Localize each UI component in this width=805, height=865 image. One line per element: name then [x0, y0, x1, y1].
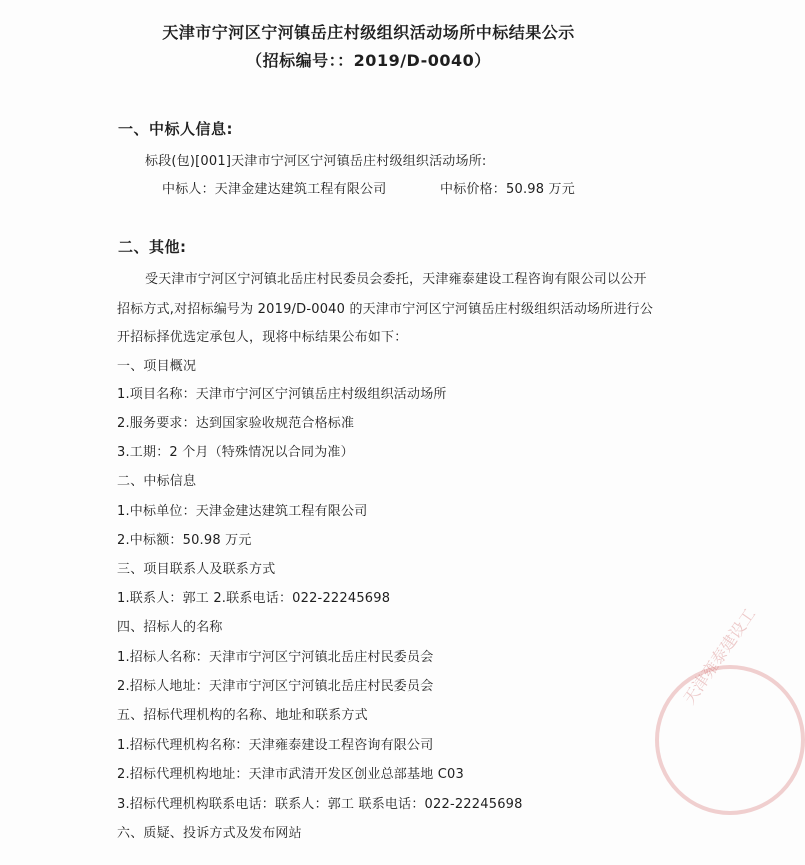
list-item: 1.中标单位：天津金建达建筑工程有限公司: [117, 504, 368, 519]
list-item: 二、中标信息: [117, 474, 197, 489]
paragraph-line: 招标方式,对招标编号为 2019/D-0040 的天津市宁河区宁河镇岳庄村级组织活动场所进行公: [117, 302, 654, 317]
seal-text: 天津雍泰建设工: [679, 604, 760, 708]
list-item: 1.联系人：郭工 2.联系电话：022-22245698: [117, 591, 391, 606]
list-item: 六、质疑、投诉方式及发布网站: [117, 826, 302, 841]
list-item: 1.项目名称：天津市宁河区宁河镇岳庄村级组织活动场所: [117, 387, 447, 402]
section-1-heading: 一、中标人信息:: [118, 120, 233, 138]
list-item: 2.中标额：50.98 万元: [117, 533, 252, 548]
price-line: 中标价格：50.98 万元: [440, 182, 575, 197]
list-item: 2.招标代理机构地址：天津市武清开发区创业总部基地 C03: [117, 767, 464, 782]
document-title: 天津市宁河区宁河镇岳庄村级组织活动场所中标结果公示: [162, 23, 575, 42]
lot-line: 标段(包)[001]天津市宁河区宁河镇岳庄村级组织活动场所:: [145, 154, 487, 169]
tender-number: （招标编号：：2019/D-0040）: [246, 51, 491, 70]
list-item: 1.招标人名称：天津市宁河区宁河镇北岳庄村民委员会: [117, 650, 434, 665]
section-2-heading: 二、其他:: [118, 238, 187, 256]
list-item: 一、项目概况: [117, 359, 197, 374]
list-item: 1.招标代理机构名称：天津雍泰建设工程咨询有限公司: [117, 738, 434, 753]
list-item: 四、招标人的名称: [117, 620, 223, 635]
official-seal: [655, 604, 805, 815]
paragraph-line: 开招标择优选定承包人，现将中标结果公布如下：: [117, 330, 408, 345]
list-item: 三、项目联系人及联系方式: [117, 562, 276, 577]
list-item: 3.招标代理机构联系电话：联系人：郭工 联系电话：022-22245698: [117, 797, 523, 812]
list-item: 2.招标人地址：天津市宁河区宁河镇北岳庄村民委员会: [117, 679, 434, 694]
winner-line: 中标人：天津金建达建筑工程有限公司: [162, 182, 387, 197]
list-item: 2.服务要求：达到国家验收规范合格标准: [117, 416, 355, 431]
list-item: 五、招标代理机构的名称、地址和联系方式: [117, 708, 368, 723]
list-item: 3.工期：2 个月（特殊情况以合同为准）: [117, 445, 354, 460]
paragraph-line: 受天津市宁河区宁河镇北岳庄村民委员会委托，天津雍泰建设工程咨询有限公司以公开: [145, 272, 647, 287]
